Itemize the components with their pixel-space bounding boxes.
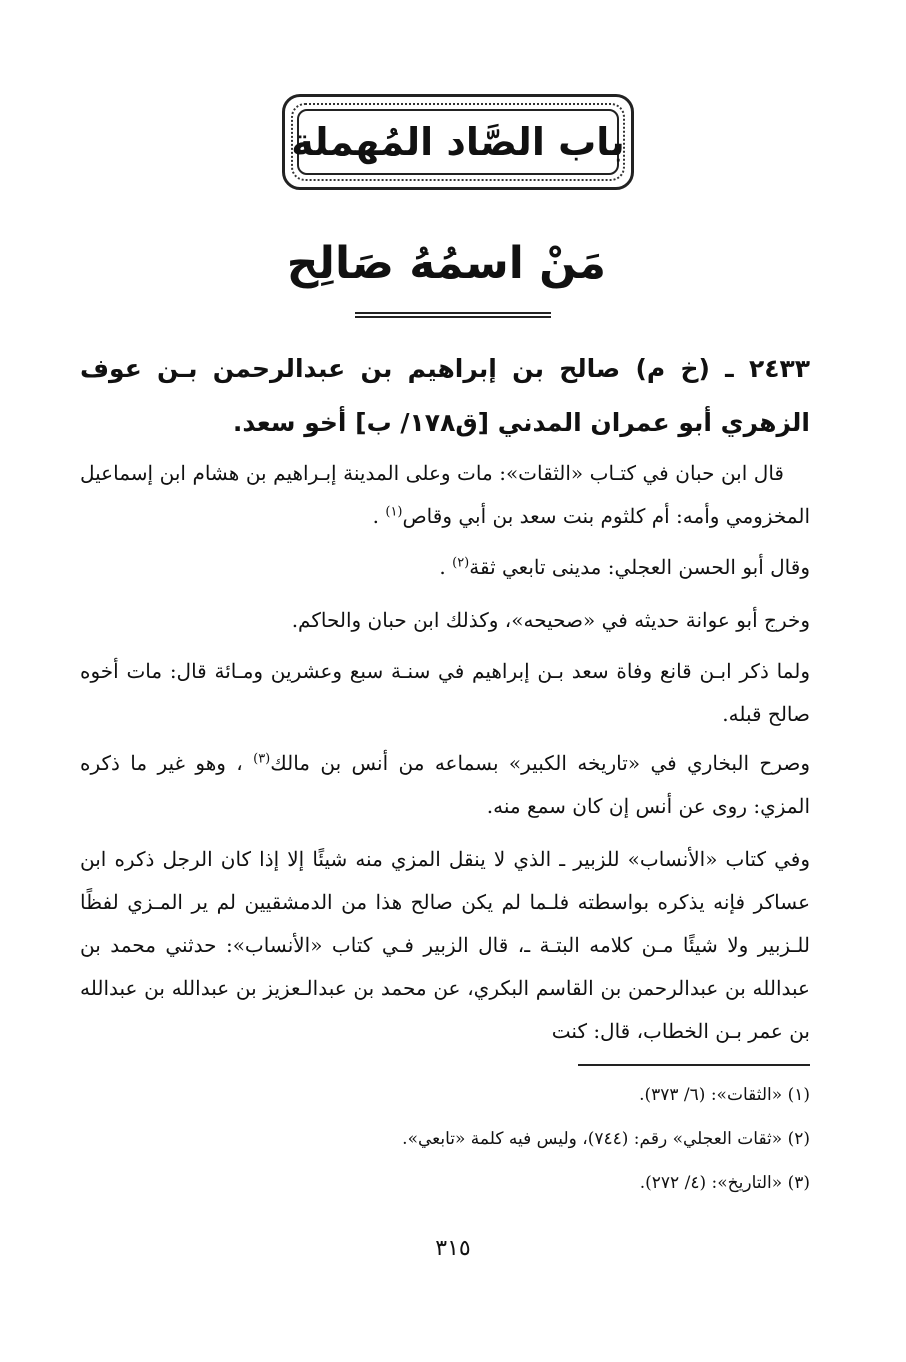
paragraph-tail: ، وهو غير ما ذكره المزي: روى عن أنس إن كان سمع منه. — [80, 751, 810, 818]
paragraph-text: وخرج أبو عوانة حديثه في «صحيحه»، وكذلك ابن حبان والحاكم. — [291, 608, 810, 632]
footnote-2: (٢) «ثقات العجلي» رقم: (٧٤٤)، وليس فيه كلمة «تابعي». — [402, 1129, 810, 1149]
paragraph-text: قال ابن حبان في كتـاب «الثقات»: مات وعلى المدينة إبـراهيم بن هشام ابن إسماعيل المخزومي وأمه: أم كلثوم بنت سعد بن أبي وقاص — [80, 461, 810, 528]
frame-inner — [291, 109, 625, 175]
footnote-ref: (٣) — [253, 751, 271, 767]
page-number: ٣١٥ — [435, 1236, 471, 1261]
paragraph-text: وصرح البخاري في «تاريخه الكبير» بسماعه من أنس بن مالك — [270, 751, 810, 775]
paragraph-2 — [80, 546, 810, 589]
section-title: مَنْ اسمُهُ صَالِح — [286, 238, 606, 289]
paragraph-6 — [80, 838, 810, 1053]
footnote-3: (٣) «التاريخ»: (٤/ ٢٧٢). — [639, 1173, 810, 1193]
section-divider — [355, 312, 551, 318]
footnote-ref: (١) — [385, 504, 403, 520]
footnote-divider — [578, 1064, 810, 1066]
paragraph-3 — [80, 599, 810, 642]
paragraph-text: ولما ذكر ابـن قانع وفاة سعد بـن إبراهيم في سنـة سبع وعشرين ومـائة قال: مات أخوه صالح قبله. — [80, 659, 810, 726]
entry-heading: ٢٤٣٣ ـ (خ م) صالح بن إبراهيم بن عبدالرحمن بـن عوف الزهري أبو عمران المدني [ق١٧٨/ ب] أخو سعد. — [80, 354, 810, 437]
paragraph-text: وفي كتاب «الأنساب» للزبير ـ الذي لا ينقل المزي منه شيئًا إلا إذا كان الرجل ذكره ابن عساكر فإنه يذكره بواسطته فلـما لم يكن صالح هذا من الدمشقيين لم ير المـزي لفظًا للـزبير ولا شيئًا مـن كلامه البتـة ـ، قال الزبير فـي كتاب «الأنساب»: حدثني محمد بن عبدالله بن عبدالرحمن بن القاسم البكري، عن محمد بن عبدالـعزيز بن عبدالله بن عبدالله بن عمر بـن الخطاب، قال: كنت — [80, 847, 810, 1043]
paragraph-5 — [80, 742, 810, 828]
footnote-ref: (٢) — [452, 555, 470, 571]
chapter-title: باب الصَّاد المُهملة — [291, 120, 625, 164]
footnote-1: (١) «الثقات»: (٦/ ٣٧٣). — [639, 1085, 810, 1105]
paragraph-text: وقال أبو الحسن العجلي: مدينى تابعي ثقة — [469, 555, 810, 579]
paragraph-1 — [80, 452, 810, 538]
paragraph-tail: . — [372, 504, 386, 528]
paragraph-4 — [80, 650, 810, 736]
paragraph-tail: . — [439, 555, 453, 579]
chapter-title-frame — [282, 94, 634, 190]
